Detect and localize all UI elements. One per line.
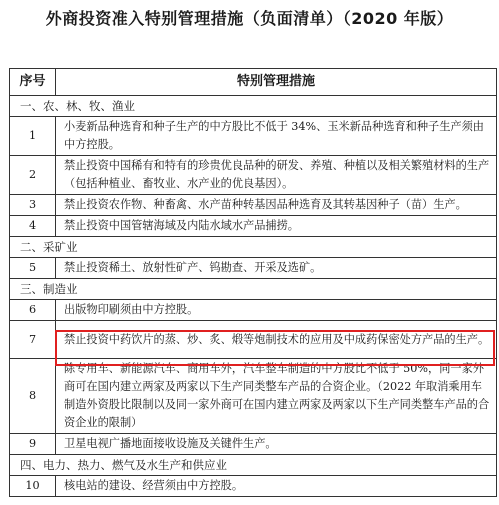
table-row (10, 476, 497, 497)
row-text: 核电站的建设、经营须由中方控股。 (56, 476, 497, 497)
table-row (10, 434, 497, 455)
document-title: 外商投资准入特别管理措施（负面清单）（2020 年版） (45, 9, 454, 28)
table-row (10, 156, 497, 195)
row-number: 8 (10, 359, 56, 434)
section-title: 一、农、林、牧、渔业 (10, 96, 497, 117)
row-number: 2 (10, 156, 56, 195)
row-number: 4 (10, 216, 56, 237)
row-number: 10 (10, 476, 56, 497)
row-number: 1 (10, 117, 56, 156)
section-row (10, 237, 497, 258)
row-number: 3 (10, 195, 56, 216)
negative-list-table (9, 68, 497, 497)
row-text: 禁止投资中药饮片的蒸、炒、炙、煅等炮制技术的应用及中成药保密处方产品的生产。 (56, 321, 497, 359)
row-number: 5 (10, 258, 56, 279)
row-text: 禁止投资稀土、放射性矿产、钨勘查、开采及选矿。 (56, 258, 497, 279)
row-text: 禁止投资农作物、种畜禽、水产苗种转基因品种选育及其转基因种子（苗）生产。 (56, 195, 497, 216)
table-row (10, 359, 497, 434)
table-row (10, 258, 497, 279)
row-number: 6 (10, 300, 56, 321)
table-row (10, 300, 497, 321)
row-text: 除专用车、新能源汽车、商用车外，汽车整车制造的中方股比不低于 50%，同一家外商可在国内建立两家及两家以下生产同类整车产品的合资企业。（2022 年取消乘用车制造外资股比限制以及同一家外商可在国内建立两家及两家以下生产同类整车产品的合资企业的限制） (56, 359, 497, 434)
row-text: 小麦新品种选育和种子生产的中方股比不低于 34%、玉米新品种选育和种子生产须由中方控股。 (56, 117, 497, 156)
section-title: 二、采矿业 (10, 237, 497, 258)
table-row (10, 195, 497, 216)
row-text: 禁止投资中国稀有和特有的珍贵优良品种的研发、养殖、种植以及相关繁殖材料的生产（包括种植业、畜牧业、水产业的优良基因）。 (56, 156, 497, 195)
row-text: 禁止投资中国管辖海域及内陆水域水产品捕捞。 (56, 216, 497, 237)
section-title: 三、制造业 (10, 279, 497, 300)
section-row (10, 279, 497, 300)
table-header-row (10, 69, 497, 96)
row-text: 出版物印刷须由中方控股。 (56, 300, 497, 321)
table-row-highlighted (10, 321, 497, 359)
table-row (10, 117, 497, 156)
row-number: 9 (10, 434, 56, 455)
section-row (10, 455, 497, 476)
header-measures: 特别管理措施 (56, 69, 497, 96)
section-row (10, 96, 497, 117)
table-row (10, 216, 497, 237)
row-number: 7 (10, 321, 56, 359)
section-title: 四、电力、热力、燃气及水生产和供应业 (10, 455, 497, 476)
row-text: 卫星电视广播地面接收设施及关键件生产。 (56, 434, 497, 455)
header-number: 序号 (10, 69, 56, 96)
